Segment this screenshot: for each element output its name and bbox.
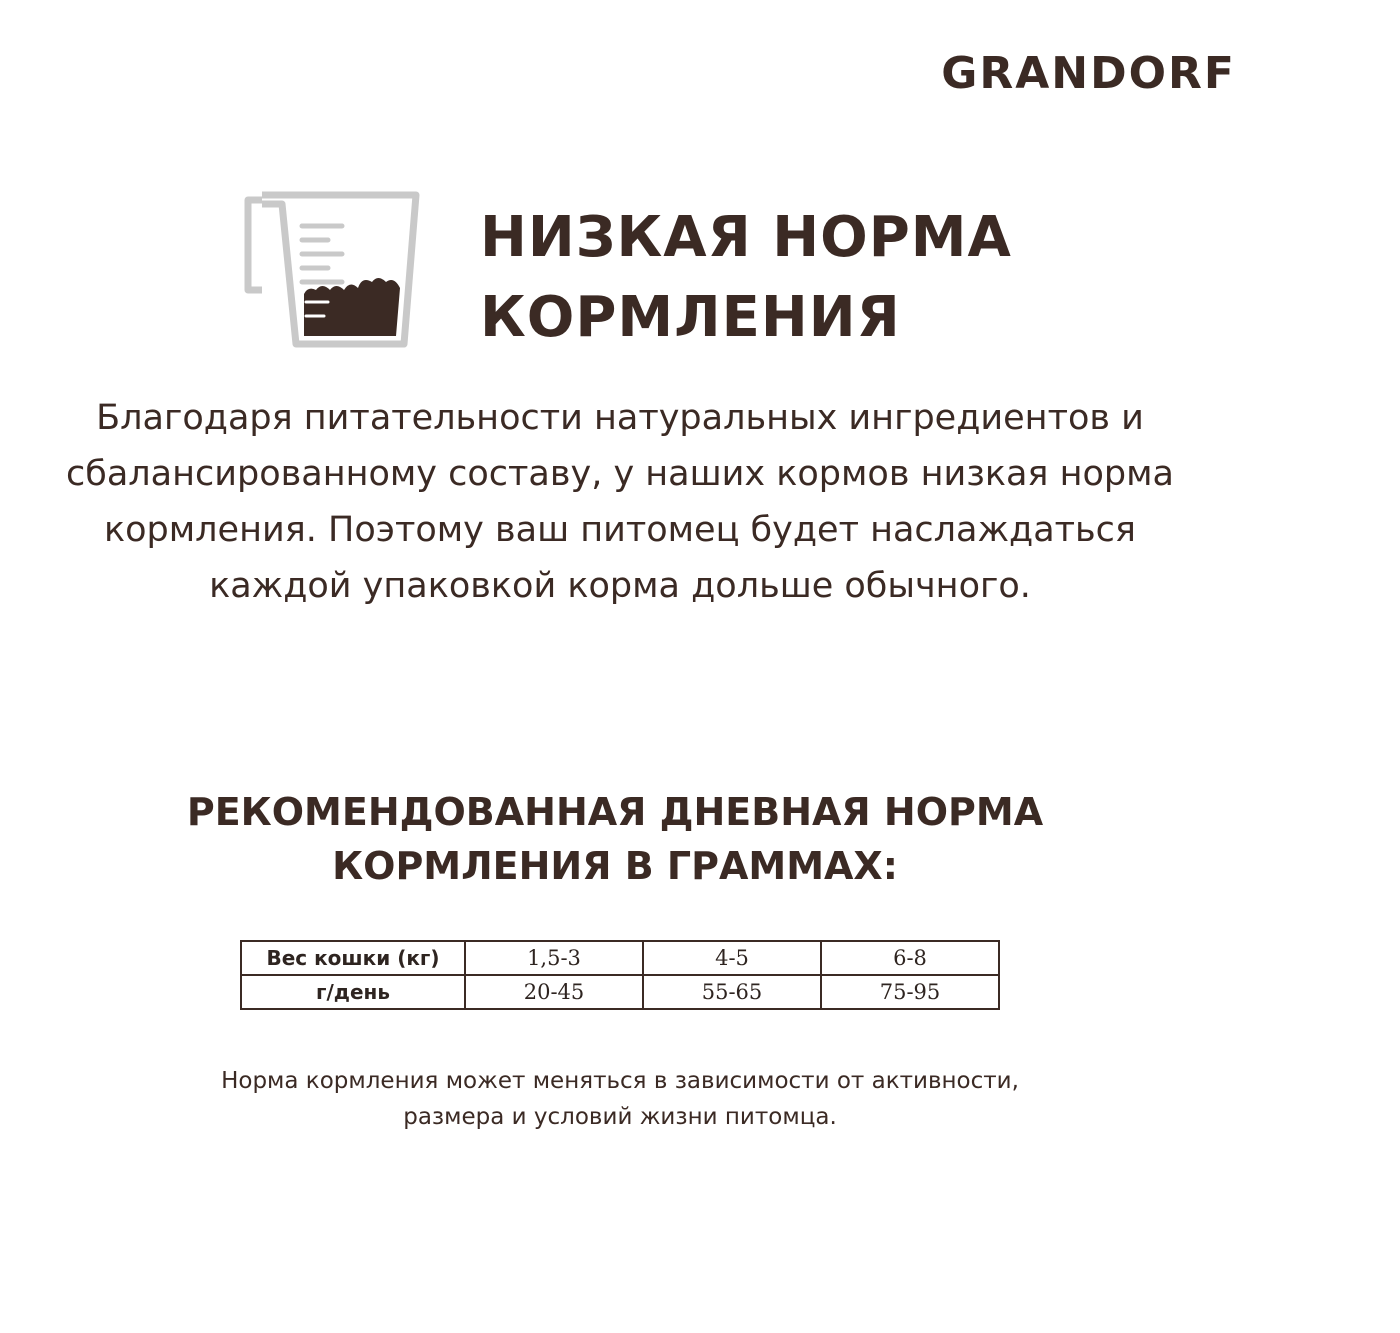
footnote-line-1: Норма кормления может меняться в зависимости от активности, xyxy=(221,1068,1019,1094)
feeding-table-title xyxy=(120,785,1110,893)
footnote-line-2: размера и условий жизни питомца. xyxy=(403,1104,837,1130)
table-cell: 4-5 xyxy=(643,941,821,975)
hero-title-line-1: НИЗКАЯ НОРМА xyxy=(480,205,1012,270)
table-cell: 75-95 xyxy=(821,975,999,1009)
table-row-grams xyxy=(241,975,999,1009)
feeding-table xyxy=(240,940,1000,1010)
measuring-cup-icon xyxy=(244,190,422,352)
feeding-table-title-line-2: КОРМЛЕНИЯ В ГРАММАХ: xyxy=(332,844,898,888)
lead-line-1: Благодаря питательности натуральных ингредиентов и xyxy=(96,398,1144,438)
hero-title xyxy=(480,198,1012,358)
brand-logo: GRANDORF xyxy=(941,48,1236,99)
table-cell: 55-65 xyxy=(643,975,821,1009)
table-cell: 20-45 xyxy=(465,975,643,1009)
hero-title-line-2: КОРМЛЕНИЯ xyxy=(480,285,901,350)
lead-line-4: каждой упаковкой корма дольше обычного. xyxy=(209,566,1031,606)
hero-section xyxy=(244,190,1144,360)
table-cell: 1,5-3 xyxy=(465,941,643,975)
table-row-label: г/день xyxy=(241,975,465,1009)
table-row-weight xyxy=(241,941,999,975)
feeding-table-title-line-1: РЕКОМЕНДОВАННАЯ ДНЕВНАЯ НОРМА xyxy=(186,790,1044,834)
table-cell: 6-8 xyxy=(821,941,999,975)
lead-line-3: кормления. Поэтому ваш питомец будет наслаждаться xyxy=(104,510,1136,550)
footnote xyxy=(120,1063,1120,1135)
table-row-label: Вес кошки (кг) xyxy=(241,941,465,975)
lead-paragraph xyxy=(30,390,1210,614)
lead-line-2: сбалансированному составу, у наших кормов низкая норма xyxy=(66,454,1174,494)
